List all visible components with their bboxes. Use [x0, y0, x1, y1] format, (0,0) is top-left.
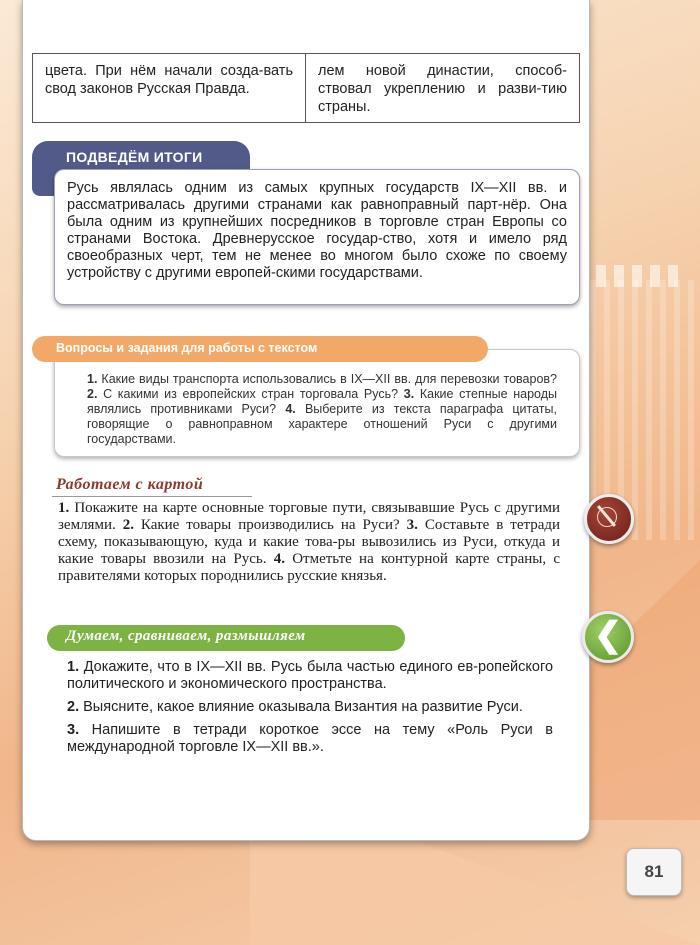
think-task-item: 3. Напишите в тетради короткое эссе на тему «Роль Руси в международной торговле IX—XII вв.».: [67, 722, 553, 755]
question-item: 4. Выберите из текста параграфа цитаты, говорящие о равноправном характере отношений Руси с другими государствами.: [87, 402, 557, 446]
question-item: 3. Какие степные народы являлись противниками Руси?: [87, 387, 557, 416]
think-section-title: Думаем, сравниваем, размышляем: [66, 628, 306, 644]
map-task-item: 1. Покажите на карте основные торговые пути, связывавшие Русь с другими землями.: [58, 500, 561, 533]
think-tasks: [67, 659, 553, 762]
think-task-item: 2. Выясните, какое влияние оказывала Византия на развитие Руси.: [67, 699, 523, 715]
summary-tab-corner: [32, 172, 56, 196]
map-task-item: 2. Какие товары производились на Руси?: [122, 517, 400, 533]
questions-box: [54, 349, 580, 457]
back-arrow-icon[interactable]: ❮: [582, 611, 634, 663]
map-title-underline: [52, 496, 252, 497]
map-task-item: 3. Составьте в тетради схему, показывающую, куда и какие това-ры вывозились из Руси, откуда и какие товары ввозили на Русь.: [58, 517, 561, 567]
map-tasks: [58, 500, 560, 585]
summary-box: Русь являлась одним из самых крупных государств IX—XII вв. и рассматривалась другими странами как равноправный парт-нёр. Она была одним из крупнейших посредников в торговле стран Европы со странами Востока. Древнерусское государ-ство, хотя и имело ряд своеобразных черт, тем не менее во многом было схоже по своему устройству с другими европей-скими государствами.: [54, 169, 580, 305]
question-item: 1. Какие виды транспорта использовались в IX—XII вв. для перевозки товаров?: [87, 372, 557, 386]
table-cell-right: лем новой династии, способ-ствовал укреплению и разви-тию страны.: [318, 63, 567, 115]
map-task-item: 4. Отметьте на контурной карте страны, с правителями которых породнились русские князья.: [58, 551, 560, 584]
questions-title: Вопросы и задания для работы с текстом: [56, 341, 318, 355]
summary-title: ПОДВЕДЁМ ИТОГИ: [66, 149, 203, 165]
compass-icon[interactable]: [584, 494, 634, 544]
page-number: 81: [626, 848, 682, 896]
top-table: [32, 53, 580, 123]
map-section-title: Работаем с картой: [56, 476, 204, 493]
table-cell-left: цвета. При нём начали созда-вать свод законов Русская Правда.: [33, 54, 306, 122]
think-task-item: 1. Докажите, что в IX—XII вв. Русь была частью единого ев-ропейского политического и экономического пространства.: [67, 659, 554, 692]
question-item: 2. С какими из европейских стран торговала Русь?: [87, 387, 399, 401]
